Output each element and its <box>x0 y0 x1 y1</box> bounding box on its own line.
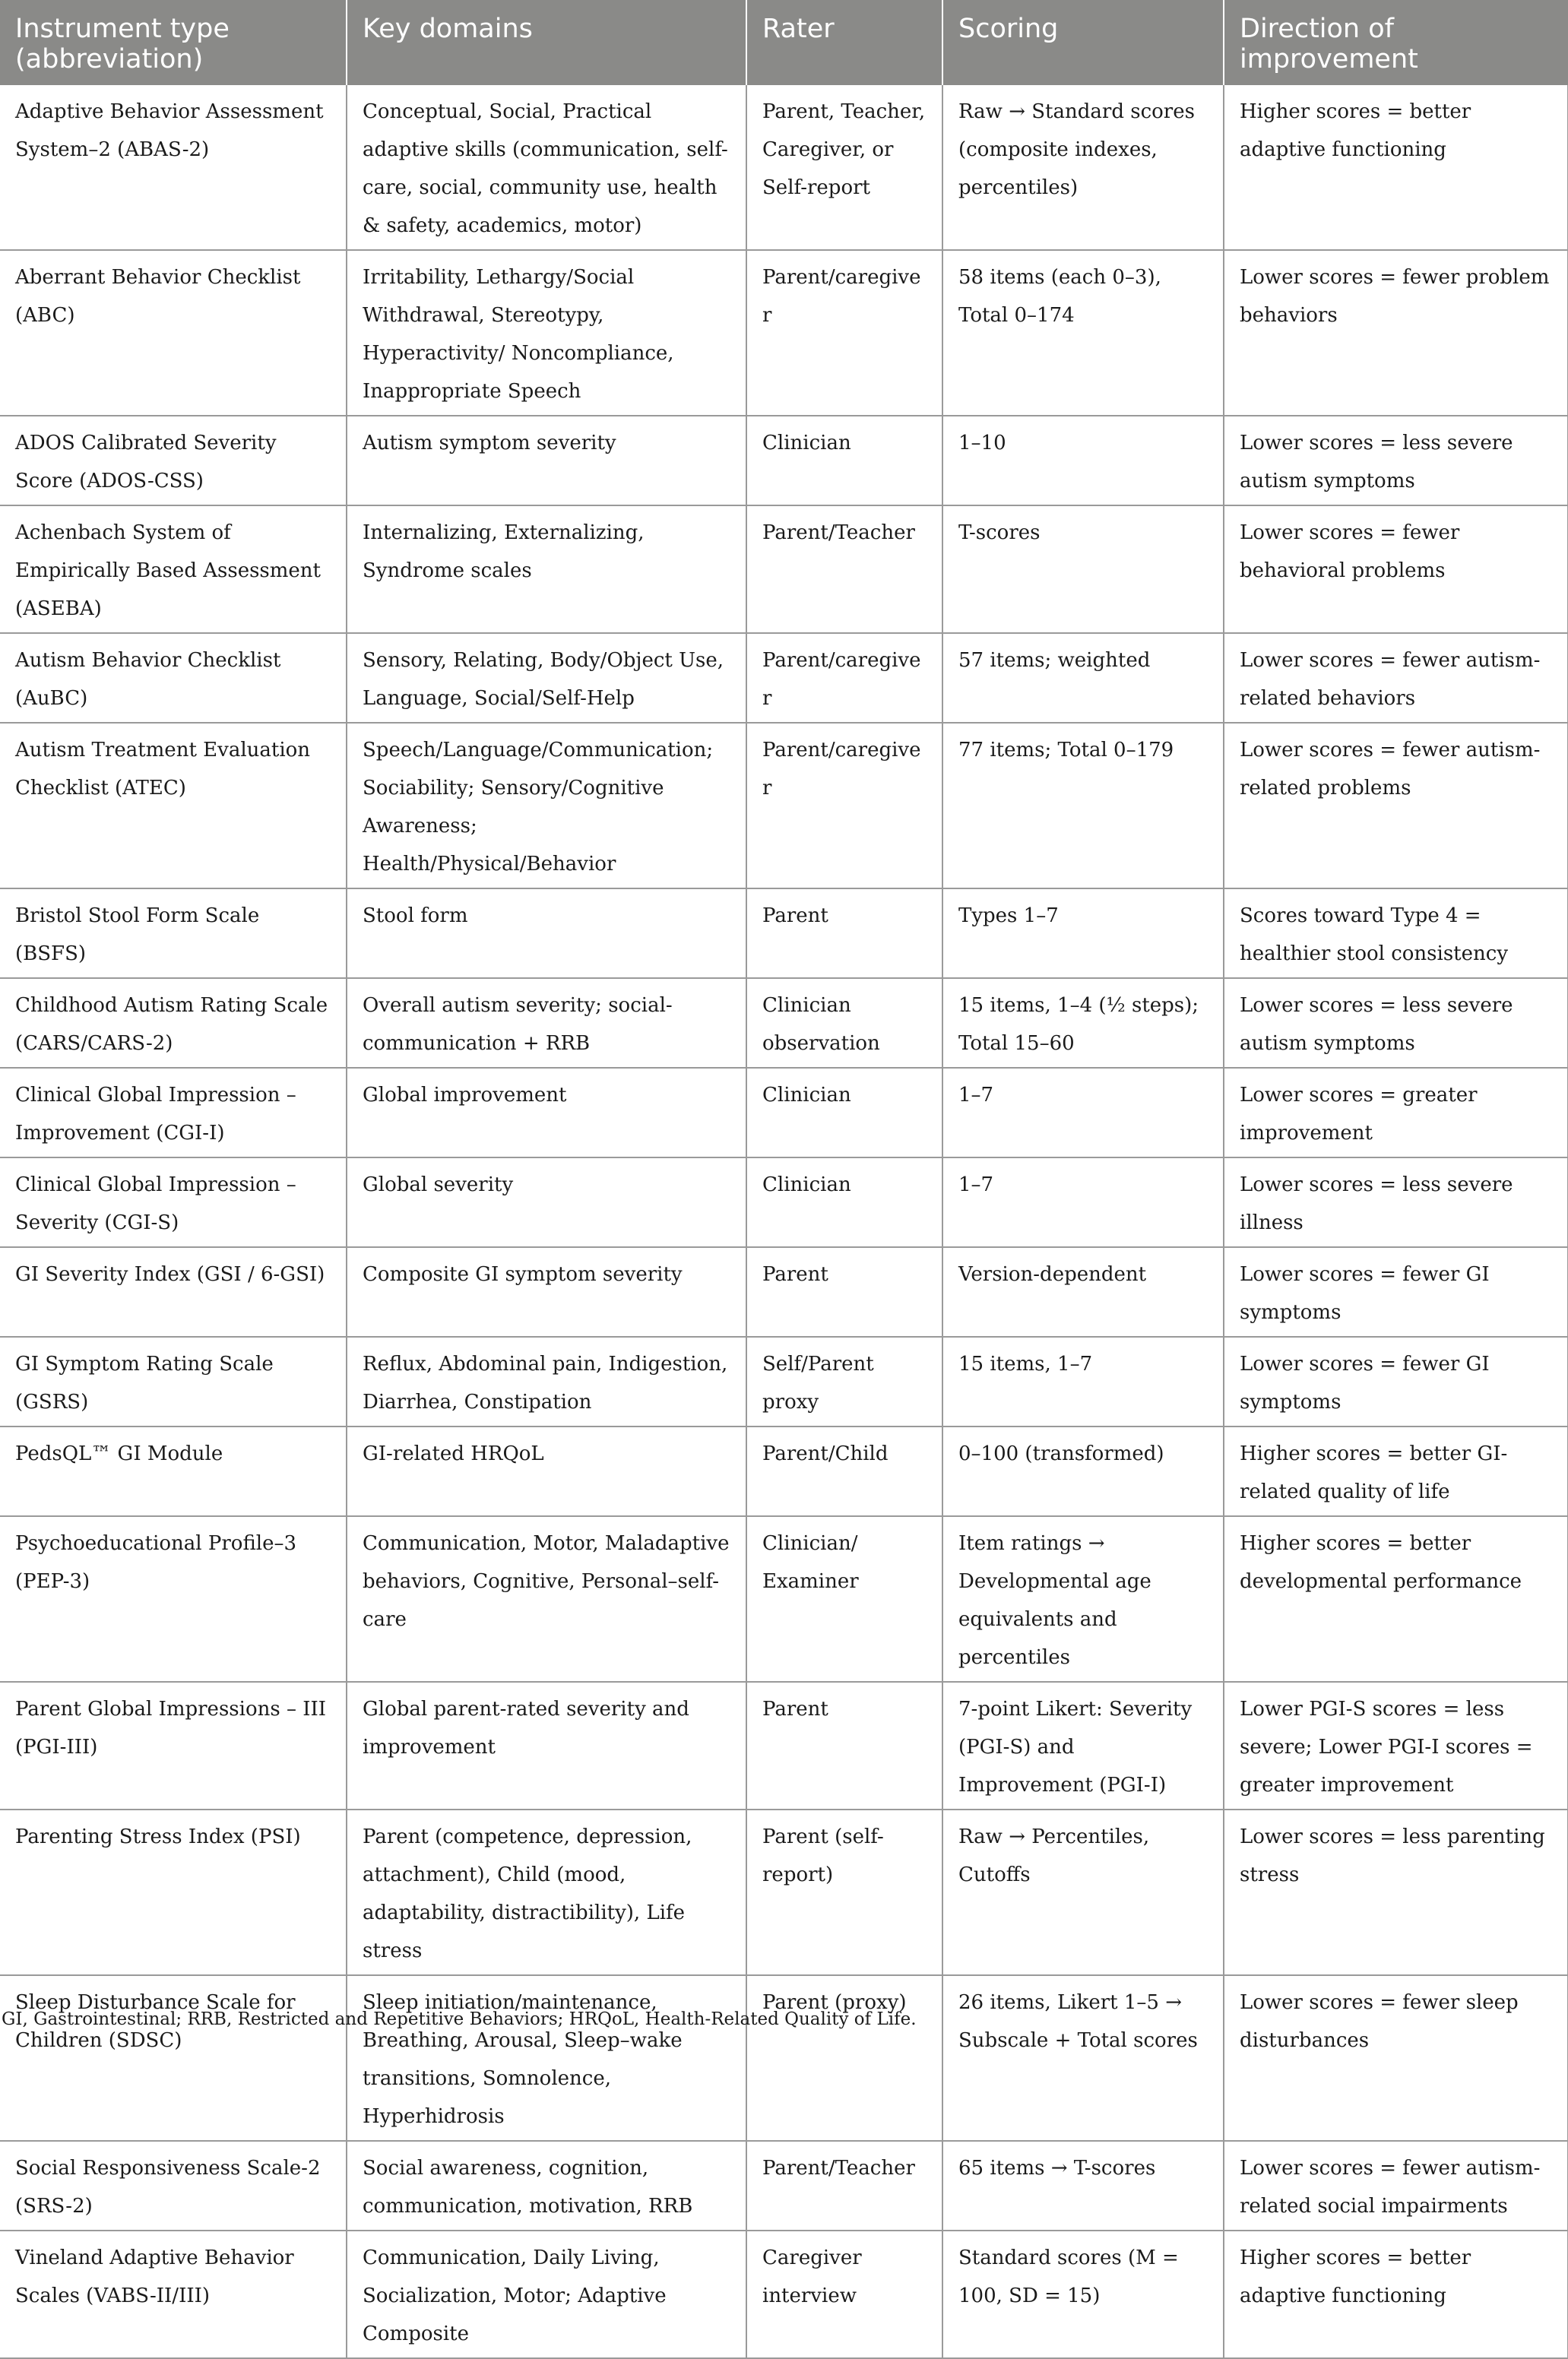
cell-direction-of-improvement: Lower scores = fewer behavioral problems <box>1224 505 1568 633</box>
cell-rater: Clinician/ Examiner <box>746 1516 942 1682</box>
cell-scoring: T-scores <box>942 505 1224 633</box>
cell-instrument-type: Clinical Global Impression – Severity (CGI-S) <box>0 1157 347 1247</box>
cell-scoring: 1–10 <box>942 416 1224 505</box>
cell-key-domains: Stool form <box>347 888 746 978</box>
cell-rater: Parent (self-report) <box>746 1810 942 1975</box>
cell-direction-of-improvement: Lower scores = fewer problem behaviors <box>1224 250 1568 416</box>
cell-rater: Parent/caregiver <box>746 633 942 723</box>
cell-key-domains: Global parent-rated severity and improvement <box>347 1682 746 1810</box>
table-row <box>0 1975 1568 2141</box>
cell-rater: Clinician observation <box>746 978 942 1068</box>
table-row <box>0 1068 1568 1157</box>
cell-direction-of-improvement: Lower scores = less severe illness <box>1224 1157 1568 1247</box>
header-direction-of-improvement: Direction of improvement <box>1224 0 1568 85</box>
cell-key-domains: Irritability, Lethargy/Social Withdrawal, Stereotypy, Hyperactivity/ Noncompliance, Inappropriate Speech <box>347 250 746 416</box>
cell-scoring: 77 items; Total 0–179 <box>942 723 1224 888</box>
cell-scoring: 7-point Likert: Severity (PGI-S) and Improvement (PGI-I) <box>942 1682 1224 1810</box>
table-header <box>0 0 1568 85</box>
cell-direction-of-improvement: Lower scores = fewer autism-related social impairments <box>1224 2141 1568 2231</box>
cell-direction-of-improvement: Lower scores = less severe autism symptoms <box>1224 978 1568 1068</box>
table-row <box>0 505 1568 633</box>
cell-instrument-type: Parent Global Impressions – III (PGI-III) <box>0 1682 347 1810</box>
cell-instrument-type: Psychoeducational Profile–3 (PEP-3) <box>0 1516 347 1682</box>
header-rater: Rater <box>746 0 942 85</box>
table-row <box>0 1337 1568 1426</box>
table-footnote: GI, Gastrointestinal; RRB, Restricted and Repetitive Behaviors; HRQoL, Health-Related Quality of Life. <box>2 2009 917 2029</box>
cell-key-domains: Communication, Daily Living, Socialization, Motor; Adaptive Composite <box>347 2231 746 2358</box>
cell-scoring: 65 items → T-scores <box>942 2141 1224 2231</box>
cell-key-domains: Communication, Motor, Maladaptive behaviors, Cognitive, Personal–self-care <box>347 1516 746 1682</box>
header-instrument-type: Instrument type (abbreviation) <box>0 0 347 85</box>
cell-scoring: 58 items (each 0–3), Total 0–174 <box>942 250 1224 416</box>
cell-instrument-type: Childhood Autism Rating Scale (CARS/CARS-2) <box>0 978 347 1068</box>
cell-key-domains: Speech/Language/Communication; Sociability; Sensory/Cognitive Awareness; Health/Physical/Behavior <box>347 723 746 888</box>
header-scoring: Scoring <box>942 0 1224 85</box>
table-row <box>0 1516 1568 1682</box>
cell-rater: Parent/caregiver <box>746 250 942 416</box>
cell-instrument-type: GI Severity Index (GSI / 6-GSI) <box>0 1247 347 1337</box>
cell-rater: Parent (proxy) <box>746 1975 942 2141</box>
table-row <box>0 1682 1568 1810</box>
cell-rater: Clinician <box>746 416 942 505</box>
cell-direction-of-improvement: Lower scores = fewer GI symptoms <box>1224 1247 1568 1337</box>
cell-direction-of-improvement: Lower scores = fewer autism-related problems <box>1224 723 1568 888</box>
cell-scoring: 57 items; weighted <box>942 633 1224 723</box>
cell-rater: Parent <box>746 1682 942 1810</box>
cell-instrument-type: Bristol Stool Form Scale (BSFS) <box>0 888 347 978</box>
cell-instrument-type: Autism Behavior Checklist (AuBC) <box>0 633 347 723</box>
cell-scoring: 1–7 <box>942 1157 1224 1247</box>
cell-key-domains: GI-related HRQoL <box>347 1426 746 1516</box>
cell-direction-of-improvement: Higher scores = better adaptive functioning <box>1224 2231 1568 2358</box>
cell-direction-of-improvement: Lower scores = fewer sleep disturbances <box>1224 1975 1568 2141</box>
cell-direction-of-improvement: Higher scores = better adaptive functioning <box>1224 85 1568 250</box>
cell-scoring: Raw → Percentiles, Cutoffs <box>942 1810 1224 1975</box>
cell-key-domains: Internalizing, Externalizing, Syndrome scales <box>347 505 746 633</box>
cell-scoring: Raw → Standard scores (composite indexes, percentiles) <box>942 85 1224 250</box>
cell-scoring: 26 items, Likert 1–5 → Subscale + Total scores <box>942 1975 1224 2141</box>
table-row <box>0 2231 1568 2358</box>
cell-instrument-type: Clinical Global Impression – Improvement (CGI-I) <box>0 1068 347 1157</box>
table-row <box>0 1157 1568 1247</box>
cell-key-domains: Global severity <box>347 1157 746 1247</box>
cell-key-domains: Autism symptom severity <box>347 416 746 505</box>
cell-scoring: Version-dependent <box>942 1247 1224 1337</box>
cell-direction-of-improvement: Lower PGI-S scores = less severe; Lower PGI-I scores = greater improvement <box>1224 1682 1568 1810</box>
cell-direction-of-improvement: Higher scores = better developmental performance <box>1224 1516 1568 1682</box>
table-row <box>0 633 1568 723</box>
table-row <box>0 723 1568 888</box>
cell-instrument-type: Sleep Disturbance Scale for Children (SDSC) <box>0 1975 347 2141</box>
cell-scoring: 1–7 <box>942 1068 1224 1157</box>
cell-instrument-type: Autism Treatment Evaluation Checklist (ATEC) <box>0 723 347 888</box>
cell-rater: Parent/caregiver <box>746 723 942 888</box>
cell-rater: Parent/Child <box>746 1426 942 1516</box>
cell-direction-of-improvement: Higher scores = better GI-related quality of life <box>1224 1426 1568 1516</box>
cell-rater: Parent/Teacher <box>746 505 942 633</box>
cell-direction-of-improvement: Lower scores = greater improvement <box>1224 1068 1568 1157</box>
cell-direction-of-improvement: Lower scores = less parenting stress <box>1224 1810 1568 1975</box>
table-row <box>0 888 1568 978</box>
cell-direction-of-improvement: Lower scores = fewer GI symptoms <box>1224 1337 1568 1426</box>
table-row <box>0 978 1568 1068</box>
cell-instrument-type: PedsQL™ GI Module <box>0 1426 347 1516</box>
table-row <box>0 1426 1568 1516</box>
cell-key-domains: Conceptual, Social, Practical adaptive skills (communication, self-care, social, community use, health & safety, academics, motor) <box>347 85 746 250</box>
cell-instrument-type: GI Symptom Rating Scale (GSRS) <box>0 1337 347 1426</box>
table-row <box>0 1247 1568 1337</box>
cell-instrument-type: Social Responsiveness Scale-2 (SRS-2) <box>0 2141 347 2231</box>
cell-direction-of-improvement: Lower scores = fewer autism-related behaviors <box>1224 633 1568 723</box>
cell-key-domains: Global improvement <box>347 1068 746 1157</box>
cell-key-domains: Composite GI symptom severity <box>347 1247 746 1337</box>
cell-rater: Clinician <box>746 1068 942 1157</box>
table-row <box>0 250 1568 416</box>
cell-rater: Parent/Teacher <box>746 2141 942 2231</box>
cell-scoring: Standard scores (M = 100, SD = 15) <box>942 2231 1224 2358</box>
cell-scoring: 0–100 (transformed) <box>942 1426 1224 1516</box>
cell-scoring: 15 items, 1–7 <box>942 1337 1224 1426</box>
cell-rater: Caregiver interview <box>746 2231 942 2358</box>
table-row <box>0 416 1568 505</box>
cell-direction-of-improvement: Scores toward Type 4 = healthier stool consistency <box>1224 888 1568 978</box>
cell-rater: Parent, Teacher, Caregiver, or Self-report <box>746 85 942 250</box>
cell-instrument-type: Parenting Stress Index (PSI) <box>0 1810 347 1975</box>
cell-instrument-type: Achenbach System of Empirically Based Assessment (ASEBA) <box>0 505 347 633</box>
cell-scoring: Item ratings → Developmental age equivalents and percentiles <box>942 1516 1224 1682</box>
cell-instrument-type: ADOS Calibrated Severity Score (ADOS-CSS) <box>0 416 347 505</box>
header-row <box>0 0 1568 85</box>
cell-scoring: Types 1–7 <box>942 888 1224 978</box>
cell-rater: Parent <box>746 1247 942 1337</box>
cell-key-domains: Overall autism severity; social-communication + RRB <box>347 978 746 1068</box>
cell-rater: Parent <box>746 888 942 978</box>
cell-instrument-type: Adaptive Behavior Assessment System–2 (ABAS-2) <box>0 85 347 250</box>
cell-direction-of-improvement: Lower scores = less severe autism symptoms <box>1224 416 1568 505</box>
cell-key-domains: Sensory, Relating, Body/Object Use, Language, Social/Self-Help <box>347 633 746 723</box>
cell-key-domains: Sleep initiation/maintenance, Breathing, Arousal, Sleep–wake transitions, Somnolence, Hyperhidrosis <box>347 1975 746 2141</box>
header-key-domains: Key domains <box>347 0 746 85</box>
cell-key-domains: Parent (competence, depression, attachment), Child (mood, adaptability, distractibility), Life stress <box>347 1810 746 1975</box>
cell-instrument-type: Vineland Adaptive Behavior Scales (VABS-II/III) <box>0 2231 347 2358</box>
cell-rater: Self/Parent proxy <box>746 1337 942 1426</box>
cell-key-domains: Reflux, Abdominal pain, Indigestion, Diarrhea, Constipation <box>347 1337 746 1426</box>
cell-scoring: 15 items, 1–4 (½ steps); Total 15–60 <box>942 978 1224 1068</box>
table-row <box>0 85 1568 250</box>
table-row <box>0 1810 1568 1975</box>
cell-instrument-type: Aberrant Behavior Checklist (ABC) <box>0 250 347 416</box>
cell-rater: Clinician <box>746 1157 942 1247</box>
table-row <box>0 2141 1568 2231</box>
cell-key-domains: Social awareness, cognition, communication, motivation, RRB <box>347 2141 746 2231</box>
